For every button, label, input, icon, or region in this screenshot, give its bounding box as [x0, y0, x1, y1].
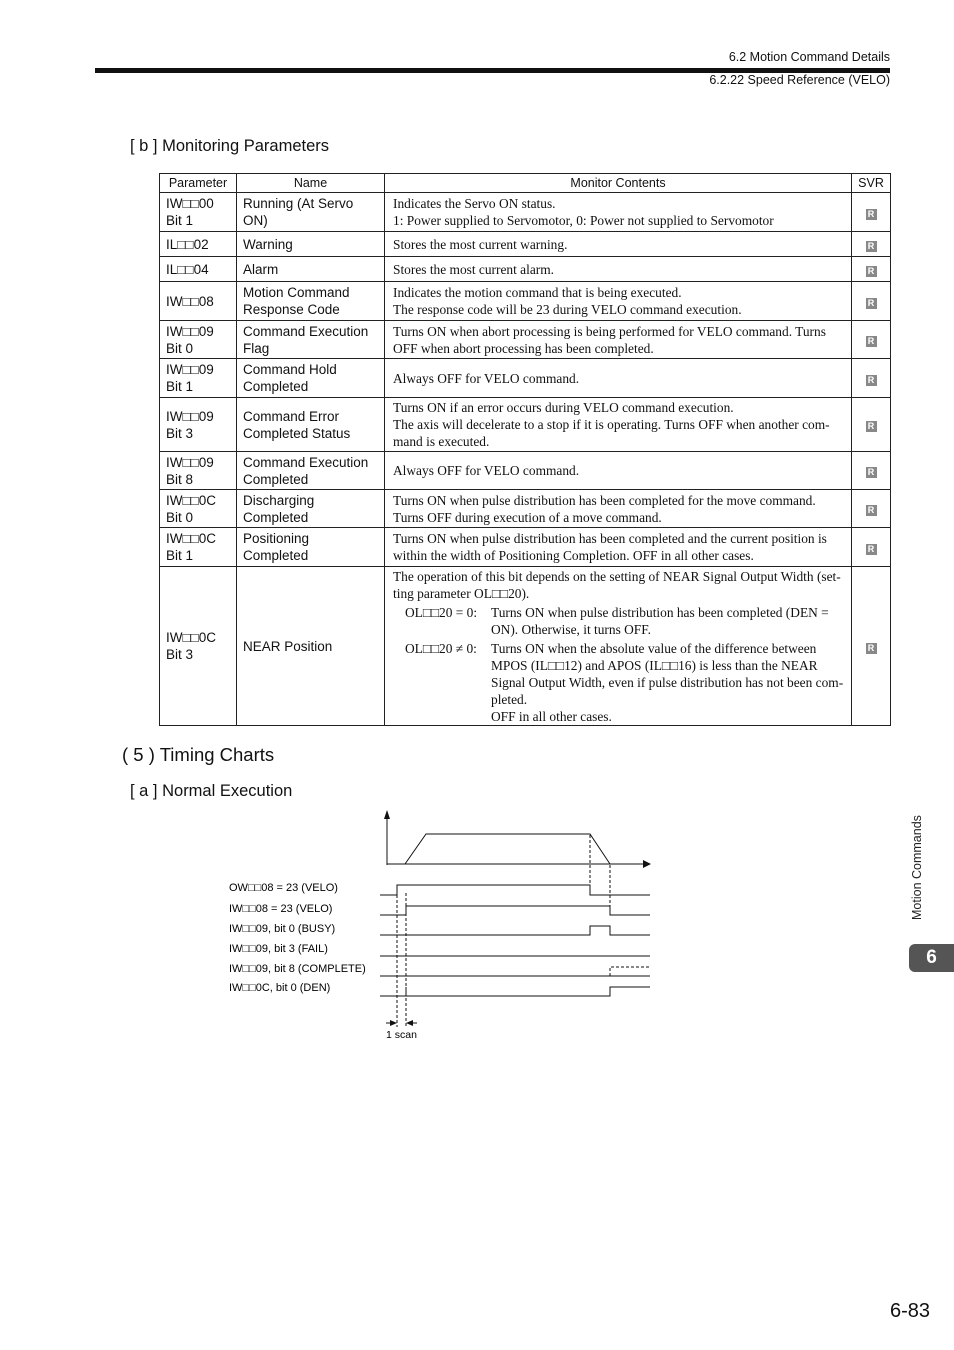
signal-label: OW□□08 = 23 (VELO)	[229, 882, 338, 894]
param-cell: IW□□09 Bit 8	[160, 452, 237, 490]
svr-cell	[852, 232, 891, 257]
name-cell: Command Execution Completed	[237, 452, 385, 490]
table-row	[160, 359, 891, 398]
name-cell: Positioning Completed	[237, 528, 385, 567]
col-name: Name	[237, 174, 385, 193]
speed-profile	[405, 834, 610, 864]
waveform-complete-dashed	[610, 967, 650, 976]
contents-cell: Stores the most current warning.	[385, 232, 852, 257]
time-axis-arrow	[643, 860, 651, 868]
table-row	[160, 257, 891, 282]
param-cell: IW□□0C Bit 3	[160, 567, 237, 726]
contents-cell: Turns ON when pulse distribution has been completed and the current position is within the width of Positioning Completion. OFF in all other cases.	[385, 528, 852, 567]
table-row	[160, 528, 891, 567]
name-cell: Alarm	[237, 257, 385, 282]
normal-execution-heading: [ a ] Normal Execution	[130, 782, 293, 800]
param-cell: IL□□02	[160, 232, 237, 257]
monitoring-table	[159, 173, 891, 726]
page-number: 6-83	[889, 1300, 930, 1322]
contents-cell: Stores the most current alarm.	[385, 257, 852, 282]
contents-cell: Always OFF for VELO command.	[385, 452, 852, 490]
scan-label: 1 scan	[386, 1029, 417, 1041]
read-only-icon: R	[866, 643, 877, 654]
timing-charts-heading: ( 5 ) Timing Charts	[122, 744, 275, 765]
svr-cell	[852, 193, 891, 232]
signal-label: IW□□0C, bit 0 (DEN)	[229, 982, 331, 994]
svr-cell	[852, 359, 891, 398]
read-only-icon: R	[866, 266, 877, 277]
param-cell: IW□□00 Bit 1	[160, 193, 237, 232]
col-svr: SVR	[852, 174, 891, 193]
read-only-icon: R	[866, 467, 877, 478]
contents-cell: The operation of this bit depends on the setting of NEAR Signal Output Width (set-ting parameter OL□□20). OL□□20 = 0: Turns ON when pulse distribution has been completed (DEN = ON). Otherwise, it turns OFF. OL□□20 ≠ 0: Turns ON when the absolute value of the difference between MPOS (IL□□12) and APOS (IL□□16) is less than the NEAR Signal Output Width, even if pulse distribution has not been com-pleted. OFF in all other cases.	[385, 567, 852, 726]
contents-cell: Turns ON if an error occurs during VELO command execution. The axis will decelerate to a stop if it is operating. Turns OFF when another com-mand is executed.	[385, 398, 852, 452]
signal-label: IW□□08 = 23 (VELO)	[229, 903, 333, 915]
waveform-den-start	[380, 987, 406, 996]
waveform-busy	[380, 926, 650, 935]
read-only-icon: R	[866, 241, 877, 252]
svr-cell	[852, 282, 891, 321]
read-only-icon: R	[866, 544, 877, 555]
read-only-icon: R	[866, 209, 877, 220]
near-setting-zero: OL□□20 = 0: Turns ON when pulse distribution has been completed (DEN = ON). Otherwise, it turns OFF.	[405, 604, 829, 637]
table-row	[160, 193, 891, 232]
read-only-icon: R	[866, 336, 877, 347]
header-subsection: 6.2.22 Speed Reference (VELO)	[709, 73, 890, 87]
param-cell: IW□□0C Bit 0	[160, 490, 237, 528]
table-row	[160, 282, 891, 321]
read-only-icon: R	[866, 375, 877, 386]
header-section: 6.2 Motion Command Details	[728, 50, 890, 64]
signal-label: IW□□09, bit 3 (FAIL)	[229, 943, 328, 955]
name-cell: Discharging Completed	[237, 490, 385, 528]
scan-arrowhead-right	[406, 1020, 413, 1026]
param-cell: IW□□09 Bit 0	[160, 321, 237, 359]
table-row	[160, 452, 891, 490]
scan-arrowhead-left	[390, 1020, 397, 1026]
col-monitor-contents: Monitor Contents	[385, 174, 852, 193]
read-only-icon: R	[866, 421, 877, 432]
col-parameter: Parameter	[160, 174, 237, 193]
waveform-iw08	[380, 906, 650, 915]
monitoring-heading: [ b ] Monitoring Parameters	[130, 137, 329, 155]
svr-cell	[852, 257, 891, 282]
contents-cell: Indicates the motion command that is being executed. The response code will be 23 during VELO command execution.	[385, 282, 852, 321]
svr-cell	[852, 567, 891, 726]
param-cell: IW□□09 Bit 3	[160, 398, 237, 452]
table-header-row	[160, 174, 891, 193]
table-row	[160, 398, 891, 452]
timing-chart	[220, 805, 660, 1045]
contents-cell: Indicates the Servo ON status. 1: Power supplied to Servomotor, 0: Power not supplied to Servomotor	[385, 193, 852, 232]
svr-cell	[852, 528, 891, 567]
waveform-den	[406, 987, 650, 996]
near-setting-nonzero: OL□□20 ≠ 0: Turns ON when the absolute value of the difference between MPOS (IL□□12) and APOS (IL□□16) is less than the NEAR Signal Output Width, even if pulse distribution has not been com-pleted. OFF in all other cases.	[405, 640, 844, 724]
contents-cell: Turns ON when abort processing is being performed for VELO command. Turns OFF when abort processing has been completed.	[385, 321, 852, 359]
param-cell: IW□□0C Bit 1	[160, 528, 237, 567]
signal-label: IW□□09, bit 8 (COMPLETE)	[229, 963, 366, 975]
speed-axis-arrow	[384, 810, 390, 819]
chapter-tab: 6	[909, 944, 954, 972]
table-row	[160, 567, 891, 726]
param-cell: IL□□04	[160, 257, 237, 282]
param-cell: IW□□09 Bit 1	[160, 359, 237, 398]
name-cell: Warning	[237, 232, 385, 257]
read-only-icon: R	[866, 505, 877, 516]
name-cell: Motion Command Response Code	[237, 282, 385, 321]
svr-cell	[852, 490, 891, 528]
side-chapter-label: Motion Commands	[910, 815, 924, 920]
signal-label: IW□□09, bit 0 (BUSY)	[229, 923, 336, 935]
svr-cell	[852, 321, 891, 359]
table-row	[160, 321, 891, 359]
table-row	[160, 490, 891, 528]
name-cell: NEAR Position	[237, 567, 385, 726]
contents-cell: Turns ON when pulse distribution has been completed for the move command. Turns OFF during execution of a move command.	[385, 490, 852, 528]
param-cell: IW□□08	[160, 282, 237, 321]
contents-cell: Always OFF for VELO command.	[385, 359, 852, 398]
svr-cell	[852, 452, 891, 490]
name-cell: Command Execution Flag	[237, 321, 385, 359]
svr-cell	[852, 398, 891, 452]
name-cell: Running (At Servo ON)	[237, 193, 385, 232]
name-cell: Command Hold Completed	[237, 359, 385, 398]
read-only-icon: R	[866, 298, 877, 309]
table-row	[160, 232, 891, 257]
name-cell: Command Error Completed Status	[237, 398, 385, 452]
